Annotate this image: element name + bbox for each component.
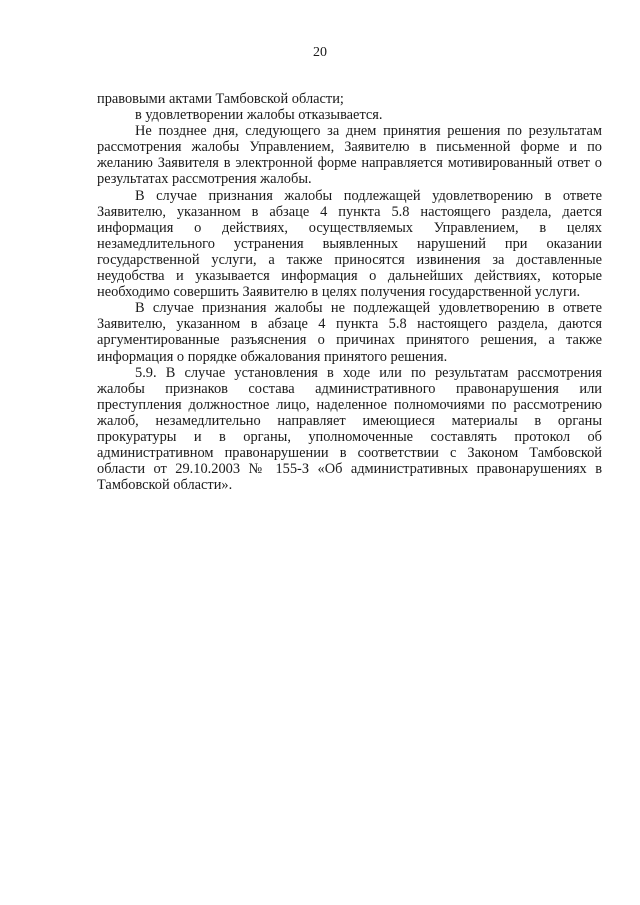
paragraph-6: 5.9. В случае установления в ходе или по результатам рассмотрения жалобы признаков состава административного правонарушения или преступления должностное лицо, наделенное полномочиями по рассмотрению жалоб, незамедлительно направляет имеющиеся материалы в органы прокуратуры и в органы, уполномоченные составлять протокол об административном правонарушении в соответствии с Законом Тамбовской области от 29.10.2003 № 155-З «Об административных правонарушениях в Тамбовской области».	[97, 364, 602, 494]
page-number: 20	[313, 45, 327, 60]
paragraph-1: правовыми актами Тамбовской области;	[97, 91, 344, 107]
paragraph-3: Не позднее дня, следующего за днем принятия решения по результатам рассмотрения жалобы Управлением, Заявителю в письменной форме и по желанию Заявителя в электронной форме направляется мотивированный ответ о результатах рассмотрения жалобы.	[97, 123, 602, 188]
document-body	[97, 91, 602, 493]
paragraph-2: в удовлетворении жалобы отказывается.	[135, 107, 383, 124]
paragraph-5: В случае признания жалобы не подлежащей удовлетворению в ответе Заявителю, указанном в абзаце 4 пункта 5.8 настоящего раздела, даются аргументированные разъяснения о причинах принятого решения, а также информация о порядке обжалования принятого решения.	[97, 300, 602, 365]
paragraph-4: В случае признания жалобы подлежащей удовлетворению в ответе Заявителю, указанном в абзаце 4 пункта 5.8 настоящего раздела, дается информация о действиях, осуществляемых Управлением, в целях незамедлительного устранения выявленных нарушений при оказании государственной услуги, а также приносятся извинения за доставленные неудобства и указывается информация о дальнейших действиях, которые необходимо совершить Заявителю в целях получения государственной услуги.	[97, 187, 602, 301]
